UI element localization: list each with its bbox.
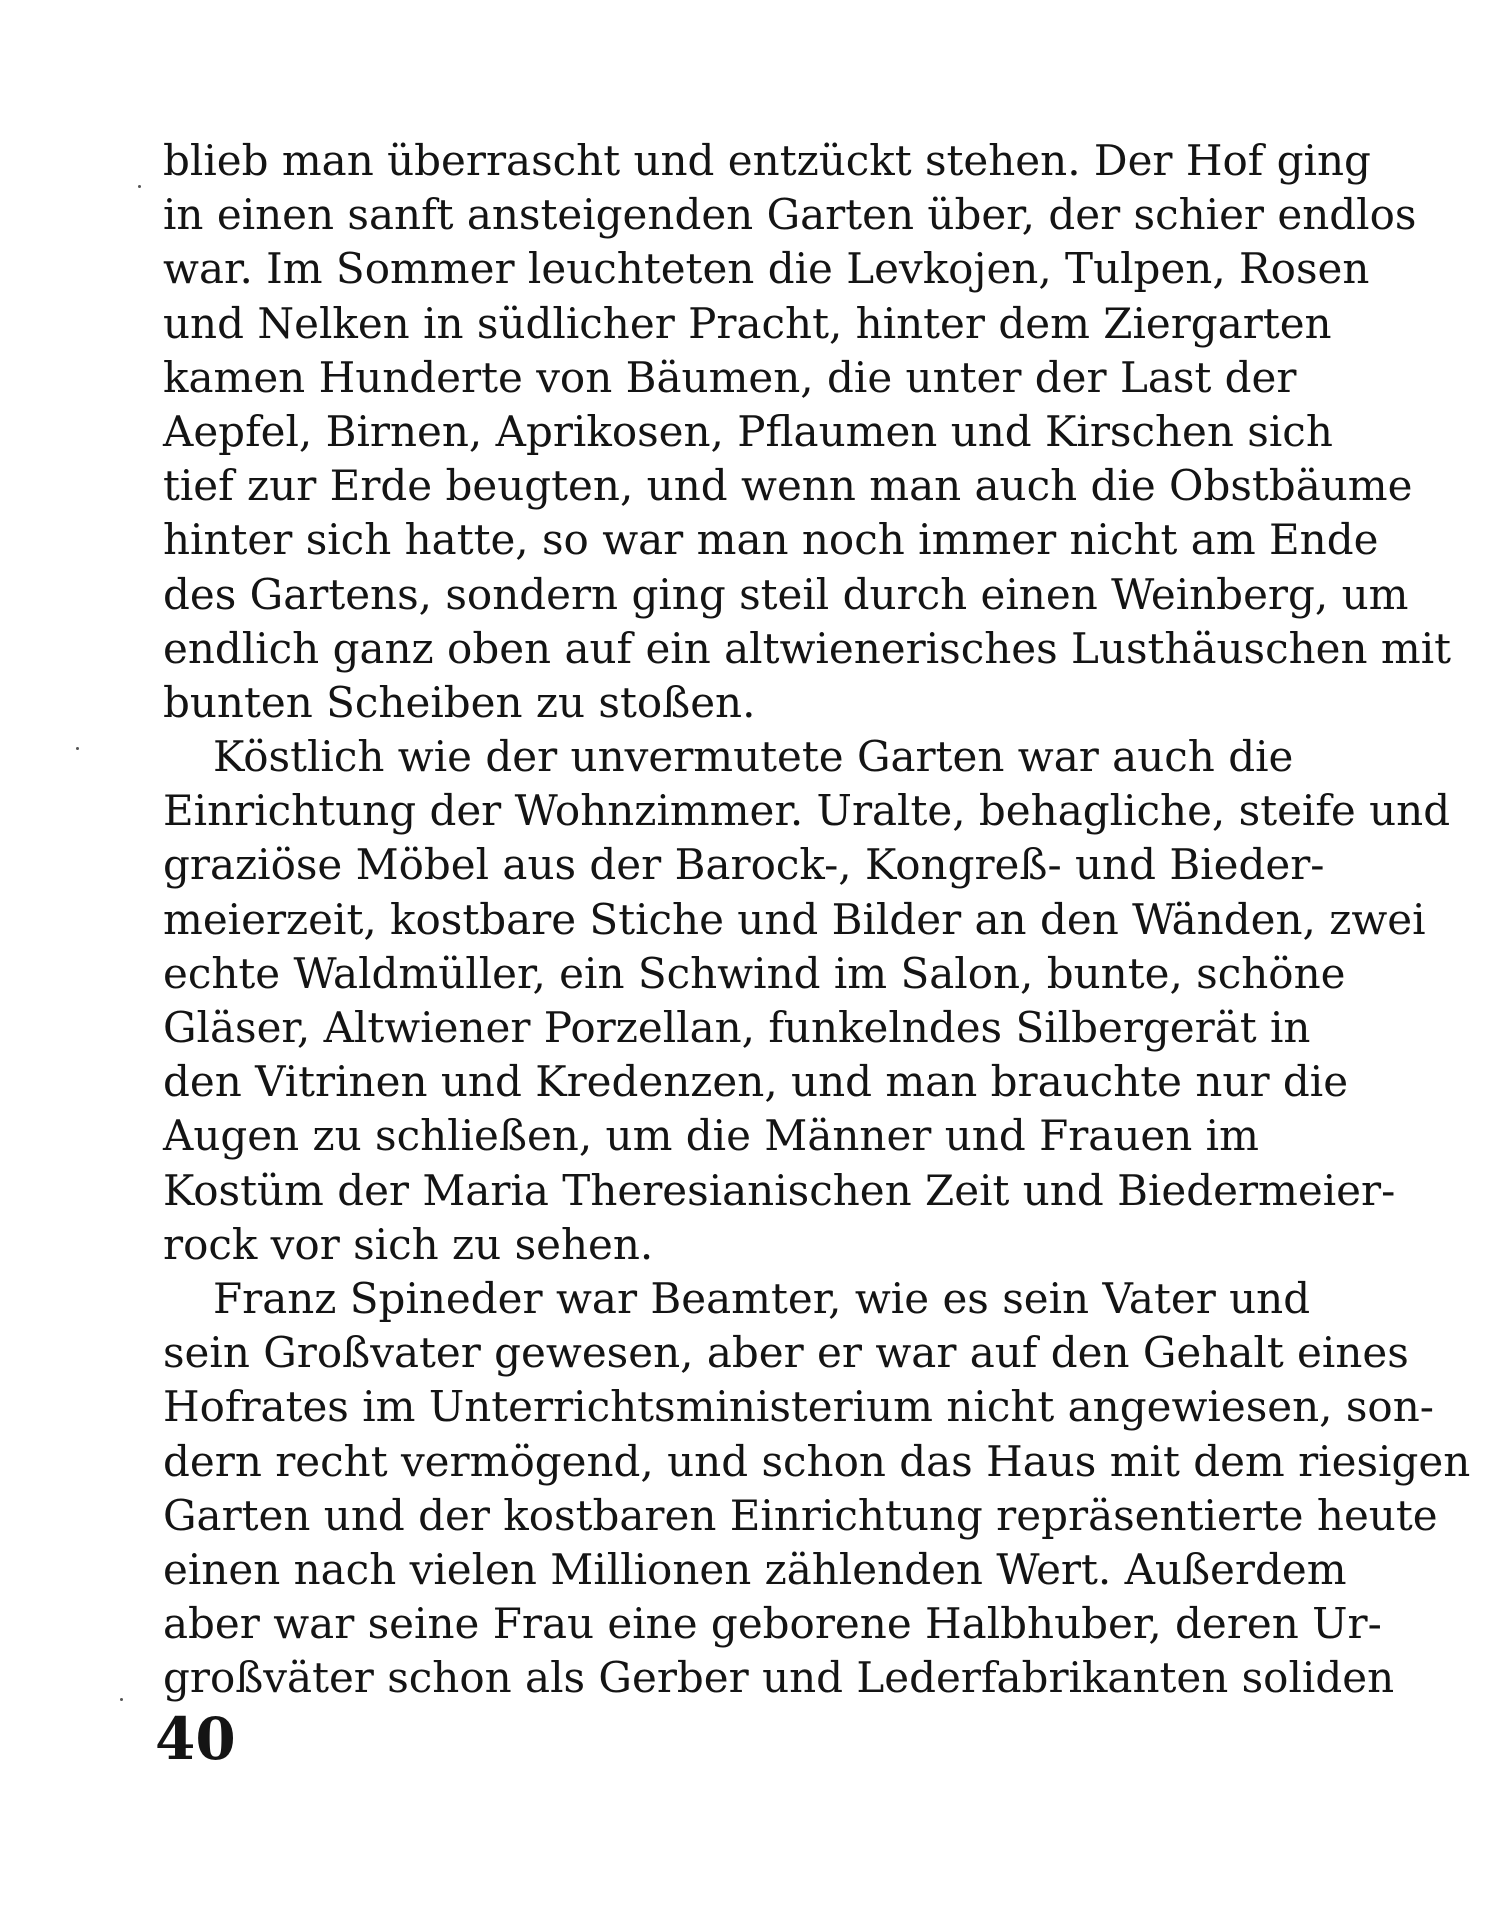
text-line: blieb man überrascht und entzückt stehen. Der Hof ging — [163, 136, 1371, 185]
text-line: Einrichtung der Wohnzimmer. Uralte, behagliche, steife und — [163, 786, 1451, 836]
text-line: großväter schon als Gerber und Lederfabrikanten soliden — [163, 1653, 1395, 1703]
text-line: in einen sanft ansteigenden Garten über, der schier endlos — [163, 190, 1417, 240]
text-line: dern recht vermögend, und schon das Haus mit dem riesigen — [163, 1436, 1471, 1486]
text-line: Garten und der kostbaren Einrichtung repräsentierte heute — [163, 1490, 1438, 1540]
text-line: rock vor sich zu sehen. — [163, 1219, 654, 1269]
text-line: Aepfel, Birnen, Aprikosen, Pflaumen und Kirschen sich — [163, 406, 1333, 456]
text-line: Köstlich wie der unvermutete Garten war auch die — [213, 732, 1294, 782]
text-line: aber war seine Frau eine geborene Halbhuber, deren Ur- — [163, 1599, 1382, 1649]
print-speck — [138, 185, 141, 188]
paragraph — [163, 1272, 1471, 1706]
text-line: einen nach vielen Millionen zählenden Wert. Außerdem — [163, 1544, 1347, 1594]
text-line: echte Waldmüller, ein Schwind im Salon, bunte, schöne — [163, 948, 1346, 998]
text-line: tief zur Erde beugten, und wenn man auch die Obstbäume — [163, 461, 1413, 511]
text-line: endlich ganz oben auf ein altwienerisches Lusthäuschen mit — [163, 623, 1452, 673]
text-line: Hofrates im Unterrichtsministerium nicht angewiesen, son- — [163, 1382, 1434, 1432]
text-line: war. Im Sommer leuchteten die Levkojen, Tulpen, Rosen — [163, 244, 1370, 294]
text-line: sein Großvater gewesen, aber er war auf den Gehalt eines — [163, 1328, 1409, 1378]
text-line: Gläser, Altwiener Porzellan, funkelndes Silbergerät in — [163, 1003, 1311, 1052]
text-line: meierzeit, kostbare Stiche und Bilder an den Wänden, zwei — [163, 894, 1426, 944]
text-line: des Gartens, sondern ging steil durch einen Weinberg, um — [163, 569, 1409, 619]
body-text — [163, 134, 1471, 1705]
paragraph — [163, 134, 1452, 730]
text-line: Augen zu schließen, um die Männer und Frauen im — [163, 1111, 1259, 1161]
print-speck — [76, 747, 79, 750]
text-line: und Nelken in südlicher Pracht, hinter dem Ziergarten — [163, 298, 1332, 348]
text-line: hinter sich hatte, so war man noch immer nicht am Ende — [163, 515, 1379, 565]
text-line: Franz Spineder war Beamter, wie es sein Vater und — [213, 1273, 1311, 1323]
text-line: den Vitrinen und Kredenzen, und man brauchte nur die — [163, 1057, 1349, 1107]
paragraph — [163, 730, 1451, 1272]
print-speck — [120, 1698, 123, 1701]
text-line: Kostüm der Maria Theresianischen Zeit und Biedermeier- — [163, 1165, 1396, 1215]
page-number: 40 — [155, 1705, 236, 1773]
text-line: kamen Hunderte von Bäumen, die unter der Last der — [163, 352, 1297, 402]
text-line: bunten Scheiben zu stoßen. — [163, 677, 756, 727]
text-line: graziöse Möbel aus der Barock-, Kongreß- und Bieder- — [163, 840, 1325, 890]
